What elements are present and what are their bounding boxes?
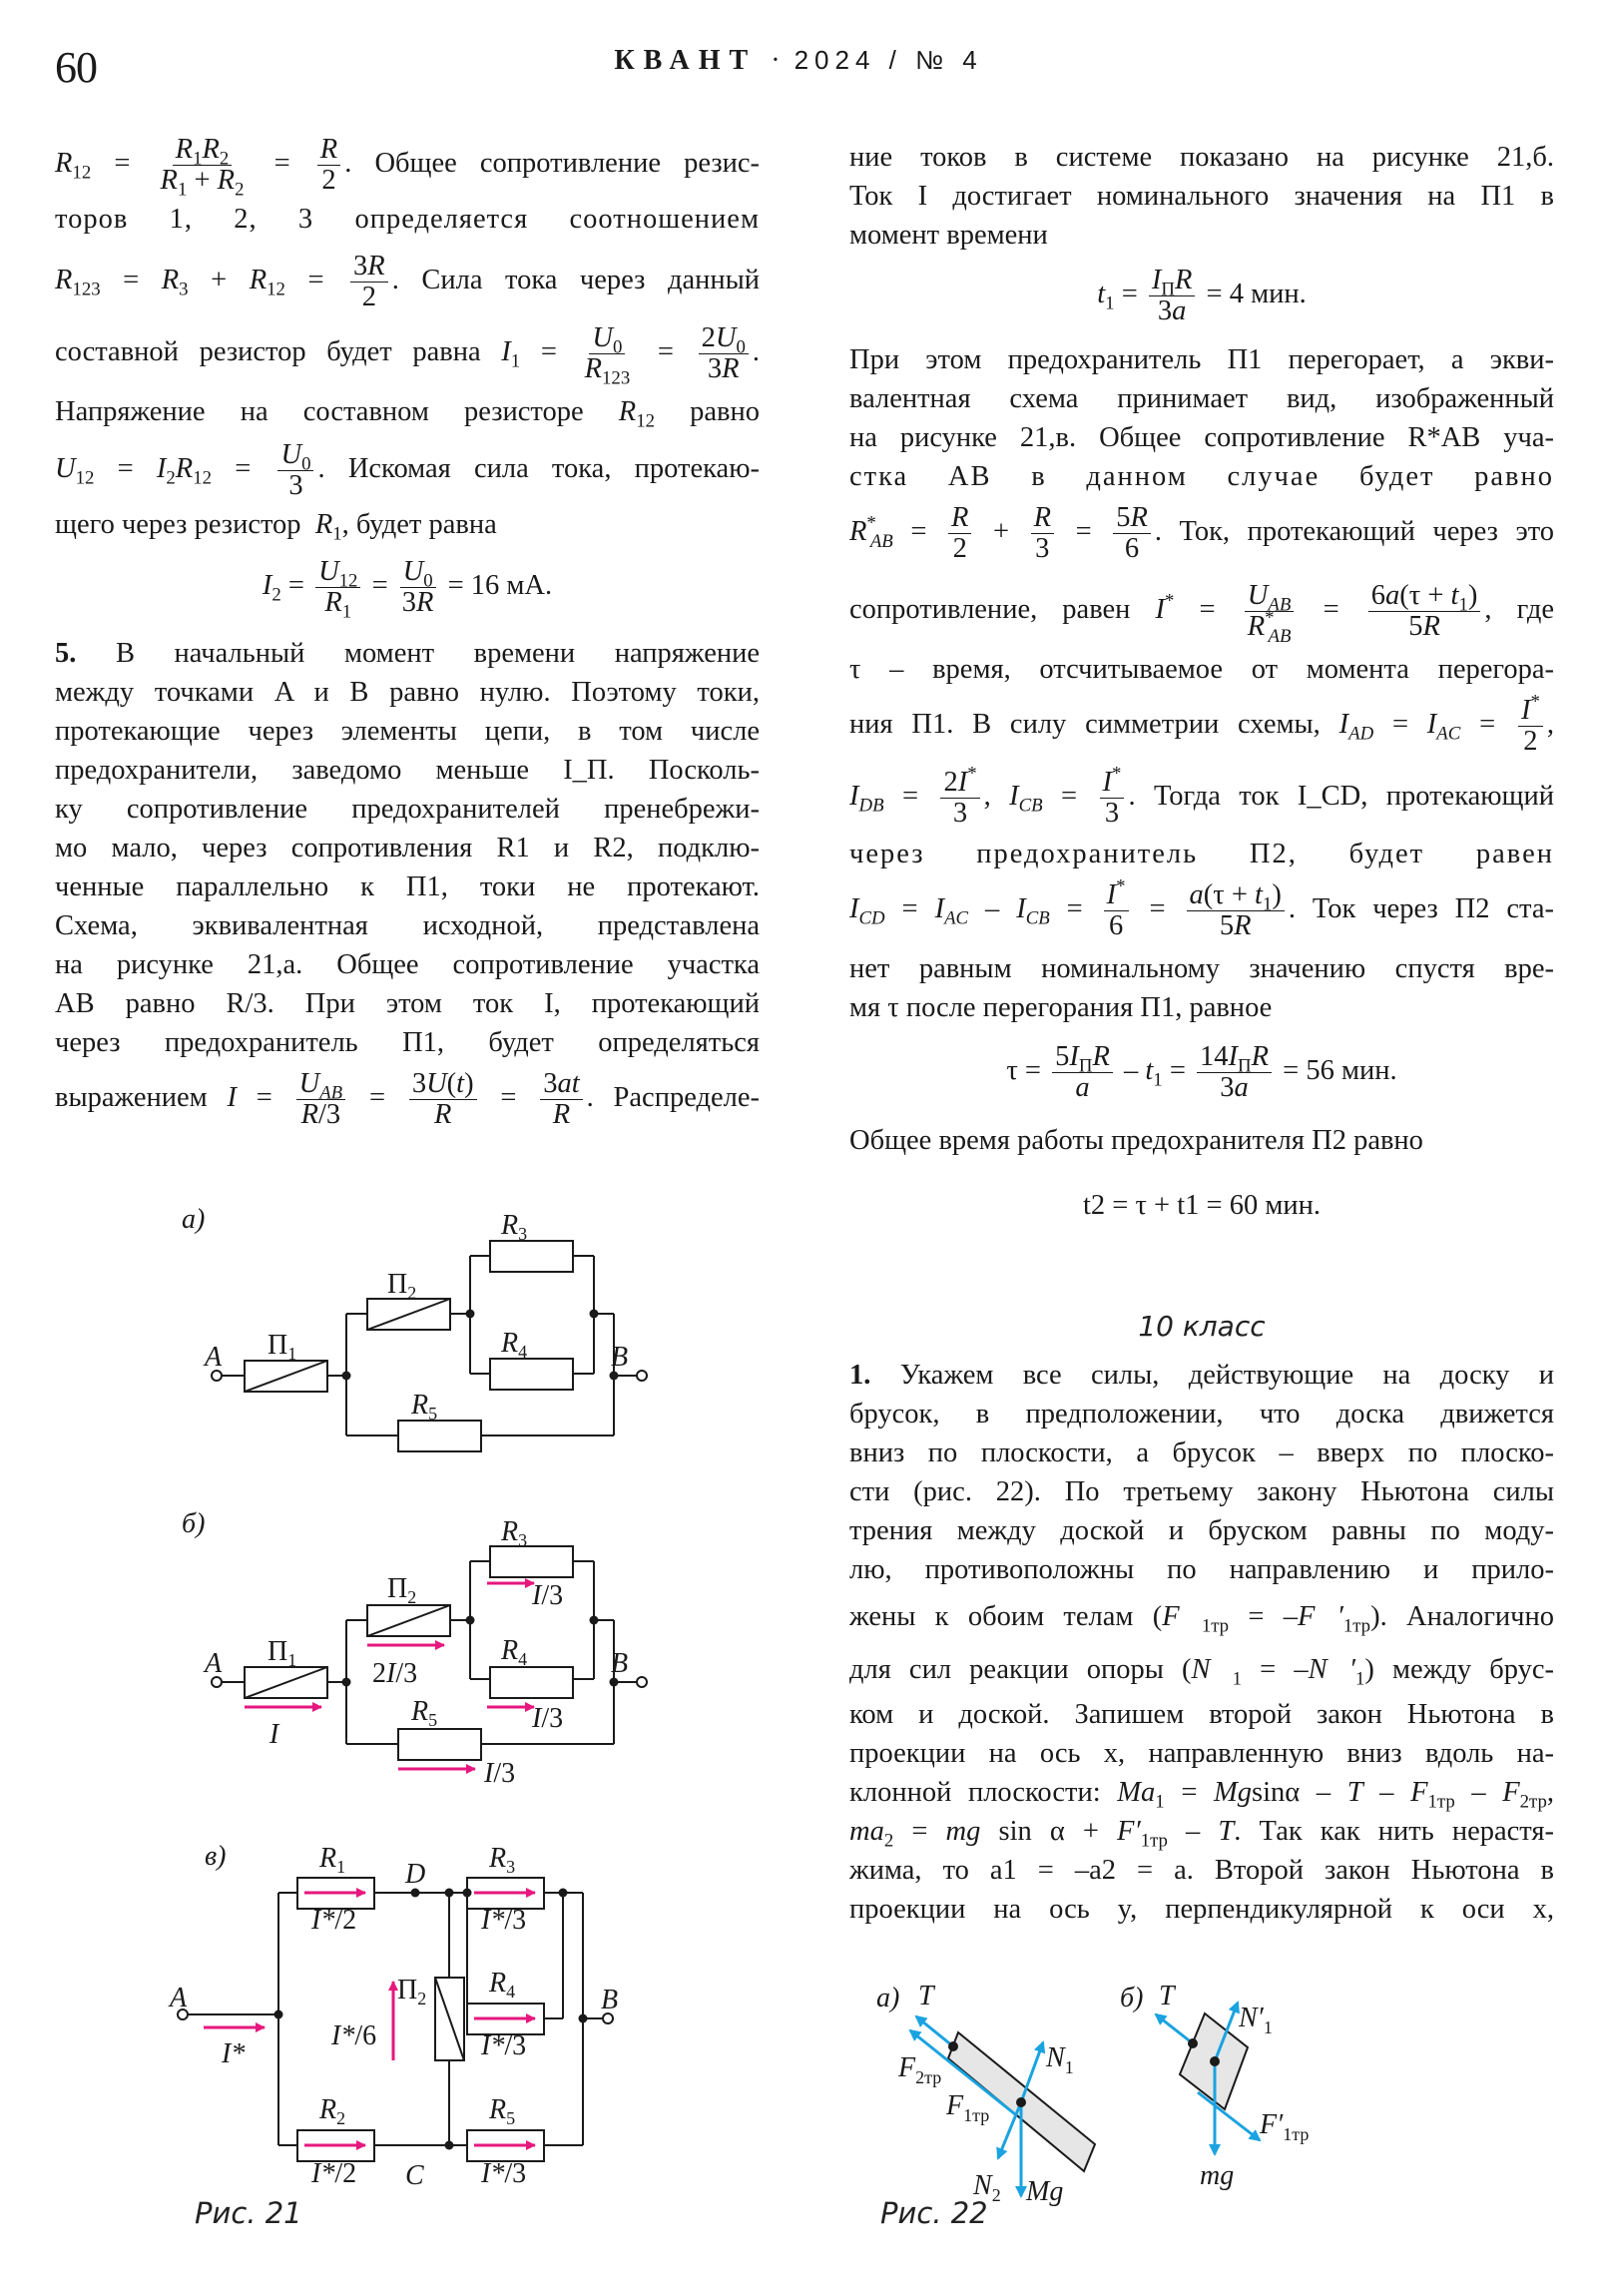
text-line: момент времени [849, 220, 1048, 251]
text-line: ние токов в системе показано на рисунке 21,б. [849, 142, 1554, 173]
current-label: I [269, 1719, 279, 1750]
force-label-F1tr-prime: $F'_{1тр}$ [1260, 2109, 1310, 2144]
text-line: Общее время работы предохранителя П2 равно [849, 1125, 1423, 1156]
figure-21-caption: Рис. 21 [195, 2196, 302, 2230]
node-label-B: B [611, 1342, 629, 1373]
panel-label-a: а) [876, 1983, 900, 2013]
force-label-N1: $N_1$ [1046, 2042, 1074, 2077]
resistor-label-R3: $R_3$ [489, 1843, 516, 1877]
text-line: торов 1, 2, 3 определяется соотношением [55, 204, 760, 235]
problem-1 [849, 1356, 1554, 1929]
text-line: $R_{12}$ = $\frac{R_1R_2}{R_1 + R_2}$ = $\frac{R}{2}$ . Общее сопротивление резис- [55, 134, 760, 201]
text-line: Ток I достигает номинального значения на П1 в [849, 181, 1554, 212]
resistor-label-R5: $R_5$ [489, 2094, 516, 2128]
circuit-c [178, 1878, 613, 2161]
fuse-label-P1: $П_1$ [267, 1636, 297, 1670]
current-label: I*/2 [311, 2158, 357, 2189]
panel-label-c: в) [205, 1841, 227, 1872]
text-line: жены к обоим телам ($F⃗_{1тр}$ = $-F⃗'_{1тр}$). Аналогично [849, 1601, 1555, 1637]
text-line: Напряжение на составном резисторе $R_{12}$ равно [55, 396, 760, 432]
current-label: I*/6 [331, 2020, 377, 2051]
figure-22-force-diagrams [858, 1947, 1597, 2296]
text-line: брусок, в предположении, что доска движется [849, 1399, 1554, 1430]
text-line: щего через резистор $R_1$, будет равна [55, 509, 497, 545]
text-line: τ – время, отсчитываемое от момента перегора- [849, 654, 1554, 685]
text-line: сти (рис. 22). По третьему закону Ньютона силы [849, 1476, 1554, 1507]
force-label-Mg: Mg [1026, 2176, 1064, 2207]
resistor-label-R5: $R_5$ [411, 1696, 438, 1730]
node-label-B: B [601, 1985, 619, 2015]
text-line: трения между доской и бруском равны по моду- [849, 1515, 1554, 1546]
text-line: через предохранитель П1, будет определяться [55, 1027, 760, 1058]
issue-number: 2024 / № 4 [794, 45, 983, 75]
node-label-D: D [405, 1859, 426, 1890]
panel-label-b: б) [1120, 1983, 1144, 2013]
equation-t2: t2 = τ + t1 = 60 мин. [1082, 1190, 1322, 1221]
resistor-label-R1: $R_1$ [319, 1843, 346, 1877]
text-line: мо мало, через сопротивления R1 и R2, подклю- [55, 833, 760, 863]
text-line: стка AB в данном случае будет равно [849, 461, 1554, 492]
current-label: I/3 [532, 1580, 564, 1611]
panel-label-b: б) [182, 1508, 206, 1539]
text-line: ком и доской. Запишем второй закон Ньютона в [849, 1699, 1554, 1730]
node-label-C: C [405, 2160, 424, 2191]
text-line: через предохранитель П2, будет равен [849, 839, 1554, 869]
text-line: $I_{CD} = I_{AC} - I_{CB}$ = $\frac{I^*}{6}$ = $\frac{a(\tau + t_1)}{5R}$ . Ток через П2 ста- [849, 875, 1554, 941]
running-header [0, 45, 1597, 77]
text-line: ченные параллельно к П1, токи не протекают. [55, 871, 760, 902]
current-label: I*/2 [311, 1905, 357, 1936]
problem-5 [55, 634, 760, 1134]
text-line: на рисунке 21,а. Общее сопротивление участка [55, 949, 760, 980]
current-label: I*/3 [481, 2158, 527, 2189]
text-line: лю, противоположны по направлению и прило- [849, 1554, 1554, 1585]
header-separator: · [771, 45, 781, 76]
current-label: I*/3 [481, 2030, 527, 2061]
resistor-label-R4: $R_4$ [489, 1968, 516, 2002]
resistor-label-R3: $R_3$ [501, 1210, 528, 1244]
text-line: предохранители, заведомо меньше I_П. Посколь- [55, 755, 760, 786]
resistor-label-R4: $R_4$ [501, 1328, 528, 1362]
force-label-T: T [1159, 1981, 1175, 2011]
text-line: $ma_2$ = mg $\sin \alpha + F'_{1тр} - T$. Так как нить нерастя- [849, 1816, 1554, 1852]
diagram-a-board [910, 2016, 1095, 2196]
text-line: 1. Укажем все силы, действующие на доску и [849, 1360, 1554, 1391]
text-line: $I_{DB}$ = $\frac{2I^*}{3}$ , $I_{CB}$ = $\frac{I^*}{3}$ . Тогда ток I_CD, протекающий [849, 763, 1555, 829]
section-title: 10 класс [1138, 1310, 1266, 1343]
magazine-title: КВАНТ [614, 45, 758, 76]
equation-I2: $I_2$ = $\frac{U_{12}}{R_1}$ = $\frac{U_0}{3R}$ = 16 мА. [262, 556, 553, 623]
right-column [849, 138, 1554, 1225]
node-label-A: A [205, 1342, 223, 1373]
text-line: мя τ после перегорания П1, равное [849, 992, 1273, 1023]
text-line: ния П1. В силу симметрии схемы, $I_{AD} = I_{AC}$ = $\frac{I^*}{2}$ , [849, 691, 1554, 757]
equation-t1: $t_1$ = $\frac{I_ПR}{3a}$ = 4 мин. [1097, 265, 1307, 326]
node-label-A: A [205, 1648, 223, 1679]
resistor-label-R2: $R_2$ [319, 2094, 346, 2128]
left-column [55, 128, 760, 1134]
text-line: для сил реакции опоры ($N⃗_1$ = $-N⃗'_1$) между брус- [849, 1654, 1554, 1690]
text-line: на рисунке 21,в. Общее сопротивление R*AB уча- [849, 422, 1554, 453]
text-line: 5. В начальный момент времени напряжение [55, 638, 760, 669]
node-label-A: A [170, 1983, 188, 2013]
text-line: AB равно R/3. При этом ток I, протекающий [55, 988, 760, 1019]
panel-label-a: а) [182, 1204, 206, 1235]
force-label-F2tr: $F_{2тр}$ [898, 2052, 942, 2087]
text-line: между точками A и B равно нулю. Поэтому токи, [55, 677, 760, 708]
current-label: I/3 [484, 1758, 516, 1789]
resistor-label-R4: $R_4$ [501, 1635, 528, 1669]
fuse-label-P2: $П_2$ [387, 1269, 417, 1303]
formula-fraction: $\frac{R_1R_2}{R_1 + R_2}$ [160, 134, 245, 201]
text-line: протекающие через элементы цепи, в том числе [55, 716, 760, 747]
text-line: выражением I = $\frac{U_{AB}}{R/3}$ = $\frac{3U(t)}{R}$ = $\frac{3at}{R}$ . Распределе- [55, 1068, 760, 1130]
resistor-label-R3: $R_3$ [501, 1516, 528, 1550]
text-line: сопротивление, равен I* = $\frac{U_{AB}}{R^*_{AB}}$ = $\frac{6a(\tau + t_1)}{5R}$ , где [849, 580, 1555, 647]
text-line: жима, то a1 = –a2 = a. Второй закон Ньютона в [849, 1855, 1554, 1886]
text-line: нет равным номинальному значению спустя вре- [849, 953, 1554, 984]
fuse-label-P2: $П_2$ [387, 1573, 417, 1607]
figure-22-caption: Рис. 22 [880, 2196, 988, 2230]
figure-21-circuits [150, 1178, 749, 2256]
resistor-label-R5: $R_5$ [411, 1390, 438, 1424]
current-label: I* [222, 2038, 246, 2069]
text-line: $R_{123} = R_3 + R_{12}$ = $\frac{3R}{2}$ . Сила тока через данный [55, 251, 761, 312]
text-line: валентная схема принимает вид, изображенный [849, 383, 1554, 414]
text-line: Схема, эквивалентная исходной, представлена [55, 910, 760, 941]
text-line: При этом предохранитель П1 перегорает, а экви- [849, 344, 1554, 375]
force-label-mg: mg [1200, 2160, 1235, 2191]
text-line: составной резистор будет равна $I_1$ = $\frac{U_0}{R_{123}}$ = $\frac{2U_0}{3R}$ . [55, 322, 761, 389]
page-number: 60 [55, 43, 97, 92]
text-line: вниз по плоскости, а брусок – вверх по плоско- [849, 1437, 1554, 1468]
fuse-label-P2: $П_2$ [397, 1975, 427, 2009]
text-line: проекции на ось y, перпендикулярной к оси x, [849, 1894, 1554, 1925]
text-line: ку сопротивление предохранителей пренебрежи- [55, 794, 760, 825]
force-label-N2: $N_2$ [973, 2170, 1001, 2205]
text-line: $R^*_{AB}$ = $\frac{R}{2}$ + $\frac{R}{3}$ = $\frac{5R}{6}$ . Ток, протекающий через это [849, 502, 1555, 564]
force-label-N1-prime: $N'_1$ [1239, 2003, 1273, 2037]
current-label: I/3 [532, 1703, 564, 1734]
force-label-F1tr: $F_{1тр}$ [946, 2090, 990, 2125]
text-line: проекции на ось x, направленную вниз вдоль на- [849, 1738, 1554, 1769]
force-label-T: T [918, 1981, 934, 2011]
equation-tau: τ = $\frac{5I_ПR}{a}$ – $t_1$ = $\frac{14I_ПR}{3a}$ = 56 мин. [1006, 1041, 1397, 1103]
current-label: 2I/3 [372, 1658, 418, 1689]
current-label: I*/3 [481, 1905, 527, 1936]
text-line: $U_{12} = I_2R_{12}$ = $\frac{U_0}{3}$ . Искомая сила тока, протекаю- [55, 439, 760, 501]
node-label-B: B [611, 1648, 629, 1679]
fuse-label-P1: $П_1$ [267, 1330, 297, 1364]
text-line: клонной плоскости: $Ma_1 = Mgsin\alpha - T - F_{1тр} - F_{2тр}$, [849, 1777, 1555, 1813]
